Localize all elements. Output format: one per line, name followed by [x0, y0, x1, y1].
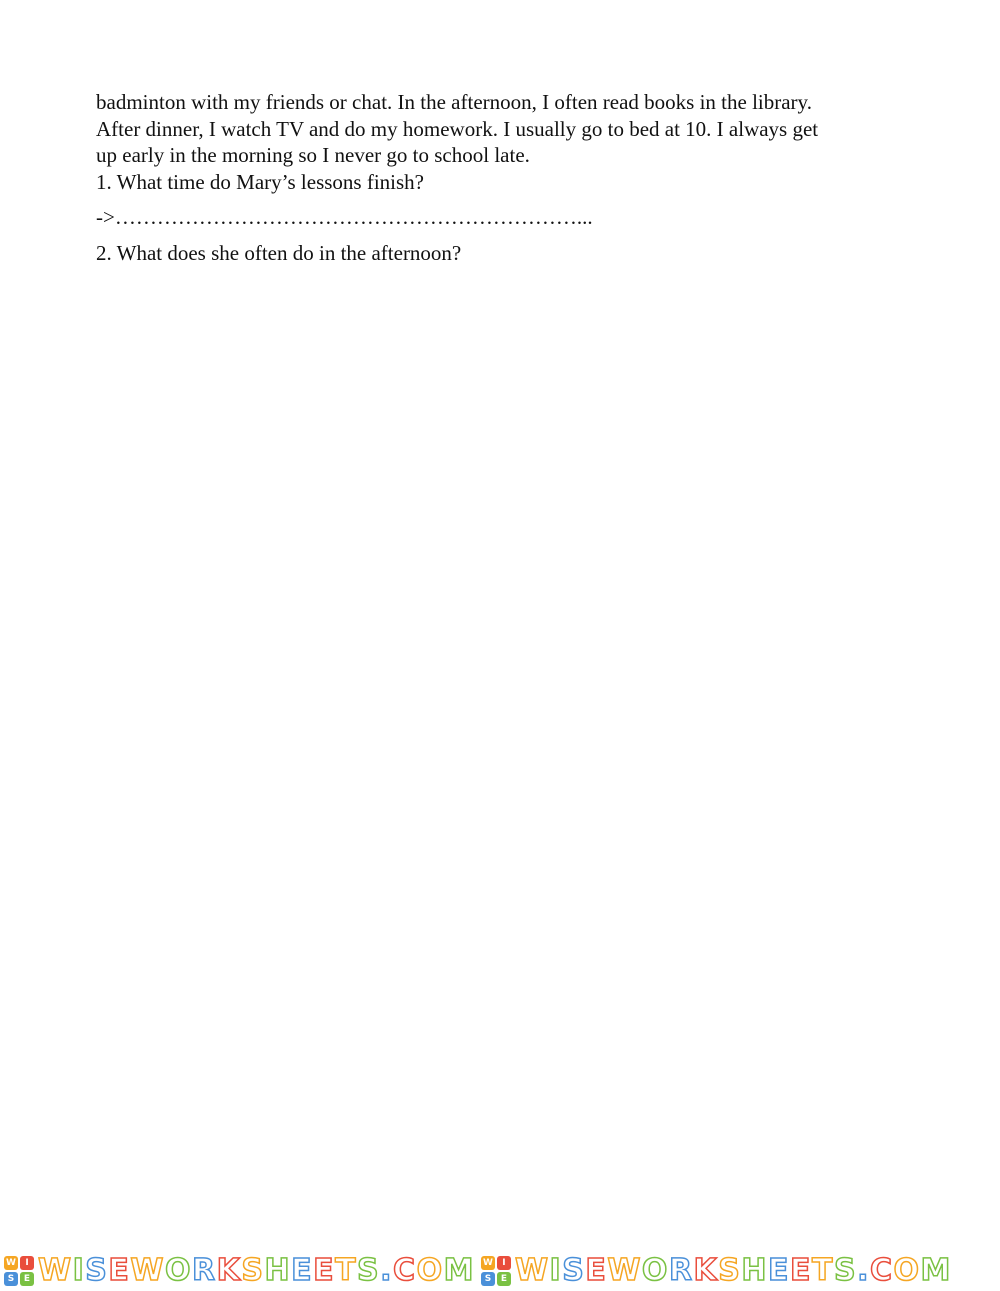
wordmark-letter: T [335, 1253, 358, 1288]
logo-cell: E [20, 1272, 34, 1286]
wordmark-letter: S [562, 1253, 586, 1288]
footer-watermark [4, 1254, 996, 1288]
logo-cell: I [497, 1256, 511, 1270]
wordmark-letter: M [443, 1253, 475, 1288]
wordmark-letter: C [393, 1253, 417, 1288]
wordmark-letter: E [585, 1253, 608, 1288]
logo-grid-icon [4, 1256, 34, 1286]
wordmark-letter: S [241, 1253, 265, 1288]
wordmark-letter: E [108, 1253, 131, 1288]
logo-cell: I [20, 1256, 34, 1270]
wordmark-letter: S [85, 1253, 109, 1288]
wordmark-letter: T [812, 1253, 834, 1288]
wordmark-letter: E [291, 1253, 314, 1288]
wordmark-letter: K [216, 1253, 242, 1288]
wordmark-letter: W [130, 1253, 165, 1288]
brand-wordmark [514, 1253, 952, 1288]
passage-line: After dinner, I watch TV and do my homework. I usually go to bed at 10. I always get [96, 116, 819, 141]
wordmark-letter: W [38, 1253, 73, 1288]
passage-line: badminton with my friends or chat. In the afternoon, I often read books in the library. [96, 90, 812, 114]
wordmark-letter: E [790, 1253, 813, 1288]
wordmark-letter: I [549, 1253, 563, 1288]
wordmark-letter: O [164, 1253, 192, 1288]
question-1: 1. What time do Mary’s lessons finish? [96, 169, 424, 194]
wordmark-letter: R [191, 1253, 217, 1288]
wordmark-letter: O [641, 1253, 669, 1288]
wordmark-letter: C [870, 1253, 894, 1288]
logo-cell: E [497, 1272, 511, 1286]
wordmark-letter: . [857, 1253, 870, 1288]
wordmark-letter: I [72, 1253, 86, 1288]
logo-cell: W [4, 1256, 18, 1270]
wordmark-letter: W [514, 1253, 550, 1288]
wordmark-letter: O [893, 1253, 921, 1288]
wordmark-letter: E [768, 1253, 791, 1288]
wordmark-letter: S [718, 1253, 742, 1288]
logo-cell: W [481, 1256, 495, 1270]
wordmark-letter: H [741, 1253, 769, 1288]
brand-logo-2 [481, 1253, 952, 1288]
answer-line-1[interactable]: ->…………………………………………………………... [96, 205, 593, 229]
wordmark-letter: R [668, 1253, 694, 1288]
brand-wordmark [38, 1253, 475, 1288]
question-2: 2. What does she often do in the afternoon? [96, 240, 462, 265]
wordmark-letter: H [264, 1253, 292, 1288]
wordmark-letter: S [833, 1253, 858, 1288]
logo-grid-icon [481, 1256, 511, 1286]
brand-logo-1 [4, 1253, 475, 1288]
wordmark-letter: O [416, 1253, 444, 1288]
passage-line: up early in the morning so I never go to school late. [96, 143, 530, 167]
logo-cell: S [4, 1272, 18, 1286]
wordmark-letter: M [920, 1253, 952, 1288]
wordmark-letter: E [313, 1253, 336, 1288]
wordmark-letter: W [607, 1253, 642, 1288]
wordmark-letter: S [357, 1253, 381, 1288]
worksheet-body [96, 89, 896, 266]
wordmark-letter: . [380, 1253, 394, 1288]
logo-cell: S [481, 1272, 495, 1286]
reading-passage [96, 89, 896, 169]
wordmark-letter: K [693, 1253, 719, 1288]
